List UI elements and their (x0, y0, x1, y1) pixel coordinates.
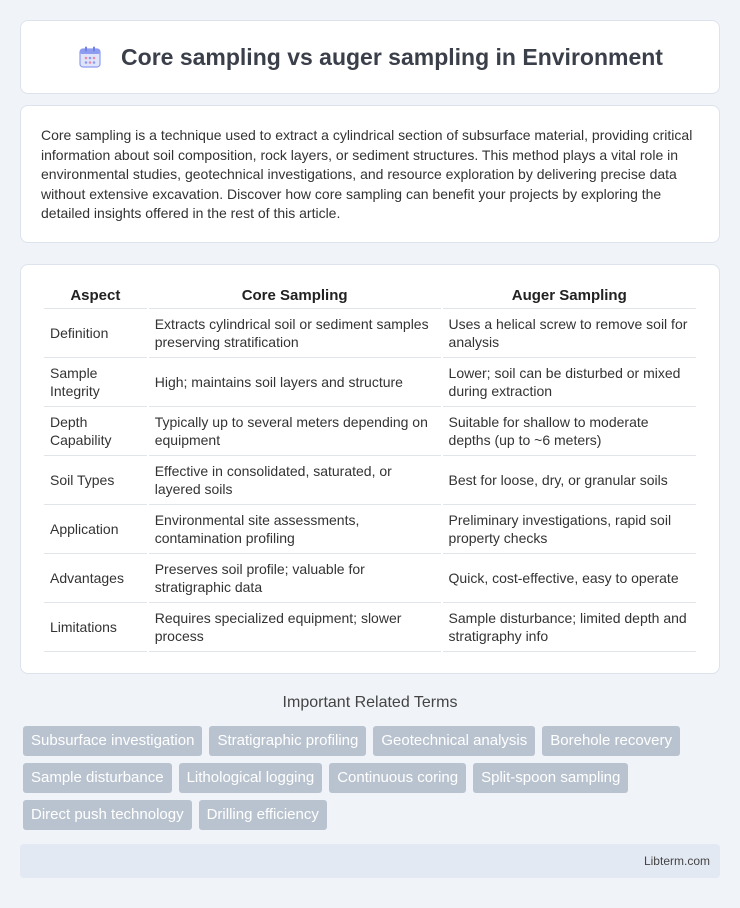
page-title: Core sampling vs auger sampling in Environment (121, 43, 663, 70)
table-header-row (44, 283, 696, 309)
term-tag[interactable]: Borehole recovery (542, 726, 680, 756)
row-auger-value: Sample disturbance; limited depth and stratigraphy info (443, 603, 696, 652)
table-row (44, 603, 696, 652)
term-tag[interactable]: Split-spoon sampling (473, 763, 628, 793)
row-aspect: Advantages (44, 554, 147, 603)
table-row (44, 505, 696, 554)
header-aspect: Aspect (44, 283, 147, 309)
row-core-value: Preserves soil profile; valuable for stratigraphic data (149, 554, 441, 603)
term-tag[interactable]: Lithological logging (179, 763, 323, 793)
row-core-value: Environmental site assessments, contamination profiling (149, 505, 441, 554)
row-core-value: Typically up to several meters depending on equipment (149, 407, 441, 456)
term-tag[interactable]: Drilling efficiency (199, 800, 327, 830)
term-tag[interactable]: Subsurface investigation (23, 726, 202, 756)
row-auger-value: Quick, cost-effective, easy to operate (443, 554, 696, 603)
term-tag[interactable]: Direct push technology (23, 800, 192, 830)
table-row (44, 554, 696, 603)
term-tag[interactable]: Geotechnical analysis (373, 726, 535, 756)
row-core-value: Requires specialized equipment; slower process (149, 603, 441, 652)
term-tag[interactable]: Continuous coring (329, 763, 466, 793)
title-card (20, 20, 720, 94)
intro-card (20, 105, 720, 243)
calendar-icon (77, 44, 103, 70)
related-terms-list (23, 726, 723, 830)
row-core-value: Effective in consolidated, saturated, or layered soils (149, 456, 441, 505)
comparison-table (42, 283, 698, 652)
row-auger-value: Preliminary investigations, rapid soil property checks (443, 505, 696, 554)
row-aspect: Definition (44, 309, 147, 358)
header-core-sampling: Core Sampling (149, 283, 441, 309)
table-row (44, 309, 696, 358)
row-auger-value: Lower; soil can be disturbed or mixed during extraction (443, 358, 696, 407)
table-row (44, 358, 696, 407)
row-aspect: Soil Types (44, 456, 147, 505)
related-terms-title: Important Related Terms (282, 694, 458, 711)
comparison-table-card (20, 264, 720, 674)
row-auger-value: Uses a helical screw to remove soil for analysis (443, 309, 696, 358)
table-row (44, 456, 696, 505)
footer-brand-link[interactable]: Libterm.com (643, 854, 710, 868)
table-row (44, 407, 696, 456)
row-aspect: Limitations (44, 603, 147, 652)
intro-paragraph: Core sampling is a technique used to extract a cylindrical section of subsurface material, providing critical information about soil composition, rock layers, or sediment structures. This method plays a vital role in environmental studies, geotechnical investigations, and resource exploration by delivering precise data without extensive excavation. Discover how core sampling can benefit your projects by exploring the detailed insights offered in the rest of this article. (41, 127, 693, 222)
term-tag[interactable]: Stratigraphic profiling (209, 726, 366, 756)
header-auger-sampling: Auger Sampling (443, 283, 696, 309)
row-aspect: Sample Integrity (44, 358, 147, 407)
term-tag[interactable]: Sample disturbance (23, 763, 172, 793)
row-core-value: Extracts cylindrical soil or sediment samples preserving stratification (149, 309, 441, 358)
footer (20, 844, 720, 878)
row-core-value: High; maintains soil layers and structure (149, 358, 441, 407)
row-auger-value: Suitable for shallow to moderate depths (up to ~6 meters) (443, 407, 696, 456)
row-auger-value: Best for loose, dry, or granular soils (443, 456, 696, 505)
row-aspect: Application (44, 505, 147, 554)
row-aspect: Depth Capability (44, 407, 147, 456)
